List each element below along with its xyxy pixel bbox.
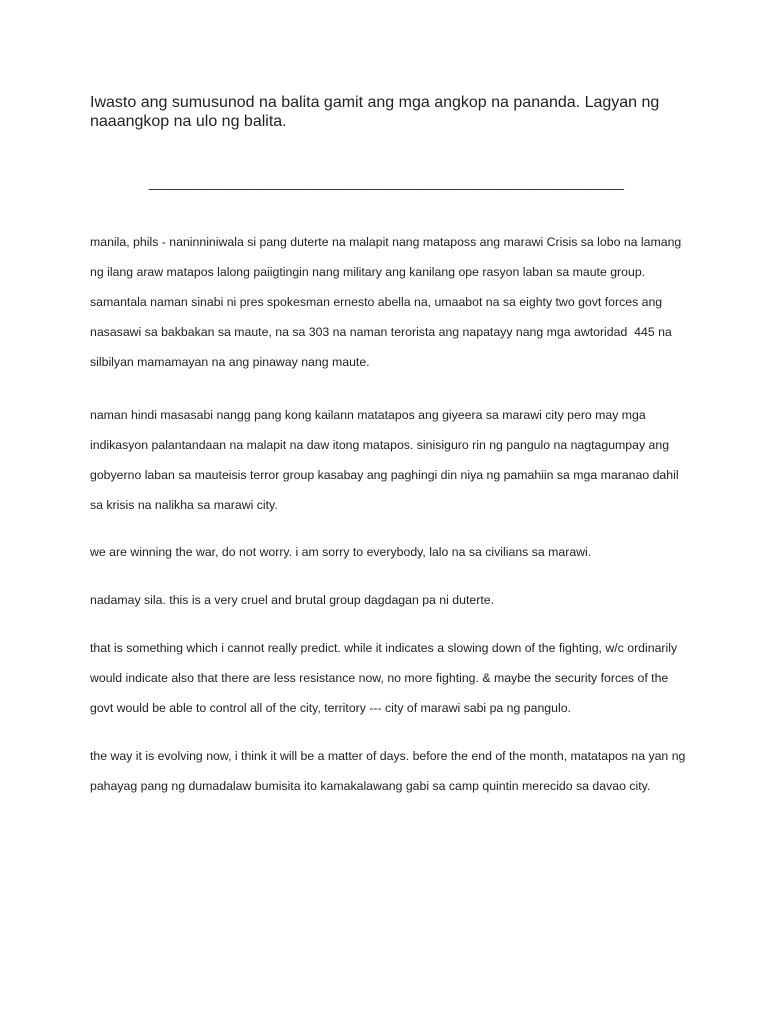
paragraph-1: manila, phils - naninniniwala si pang duterte na malapit nang mataposs ang marawi Crisis sa lobo na lamang ng ilang araw matapos lalong paiigtingin nang military ang kanilang ope rasyon laban sa maute group. samantala naman sinabi ni pres spokesman ernesto abella na, umaabot na sa eighty two govt forces ang nasasawi sa bakbakan sa maute, na sa 303 na naman terorista ang napatayy nang mga awtoridad 445 na silbilyan mamamayan na ang pinaway nang maute. xyxy=(90,235,685,369)
headline-blank-line: _____________________________________________________________ xyxy=(149,174,624,190)
paragraph-3: we are winning the war, do not worry. i am sorry to everybody, lalo na sa civilians sa marawi. xyxy=(90,545,592,559)
paragraph-6: the way it is evolving now, i think it will be a matter of days. before the end of the month, matatapos na yan ng pahayag pang ng dumadalaw bumisita ito kamakalawang gabi sa camp quintin merecido sa davao city. xyxy=(90,749,689,793)
paragraph-5: that is something which i cannot really predict. while it indicates a slowing down of the fighting, w/c ordinarily would indicate also that there are less resistance now, no more fighting. & maybe the security forces of the govt would be able to control all of the city, territory --- city of marawi sabi pa ng pangulo. xyxy=(90,641,681,715)
instruction-text: Iwasto ang sumusunod na balita gamit ang mga angkop na pananda. Lagyan ng naaangkop na ulo ng balita. xyxy=(90,94,660,130)
paragraph-2: naman hindi masasabi nangg pang kong kailann matatapos ang giyeera sa marawi city pero may mga indikasyon palantandaan na malapit na daw itong matapos. sinisiguro rin ng pangulo na nagtagumpay ang gobyerno laban sa mauteisis terror group kasabay ang paghingi din niya ng pamahiin sa mga maranao dahil sa krisis na nalikha sa marawi city. xyxy=(90,408,682,512)
paragraph-4: nadamay sila. this is a very cruel and brutal group dagdagan pa ni duterte. xyxy=(90,593,494,607)
news-body xyxy=(90,227,690,801)
